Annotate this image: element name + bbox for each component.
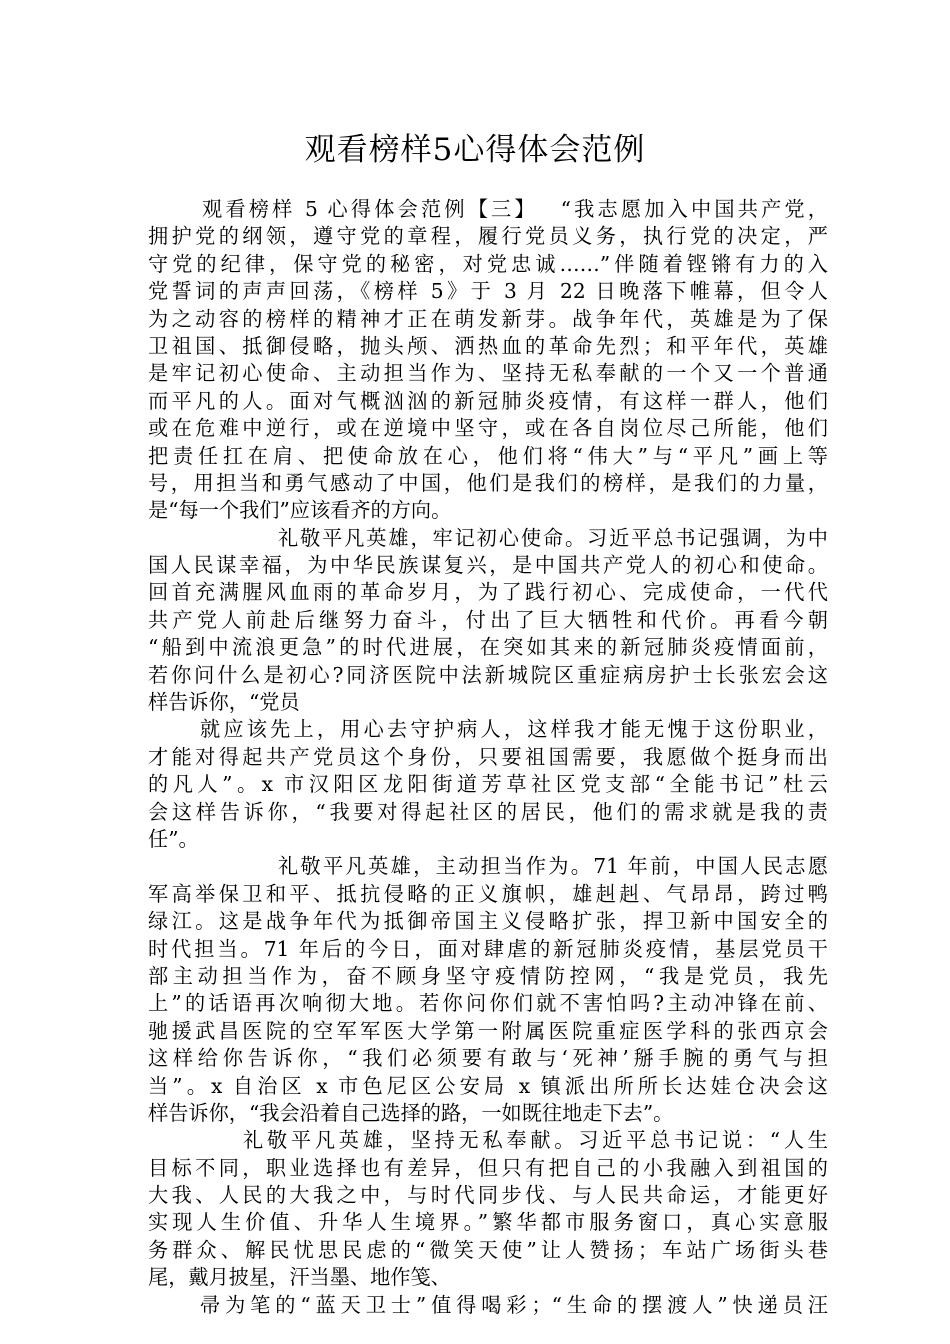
document-body [148, 196, 828, 1319]
text-line: 绿江。这是战争年代为抵御帝国主义侵略扩张，捍卫新中国安全的 [148, 909, 828, 934]
text-line: 军高举保卫和平、抵抗侵略的正义旗帜，雄赳赳、气昂昂，跨过鸭 [148, 881, 828, 906]
text-line: 务群众、解民忧思民虑的“微笑天使”让人赞扬；车站广场街头巷 [148, 1237, 828, 1262]
document-title: 观看榜样5心得体会范例 [304, 132, 646, 168]
text-line: 任”。 [148, 826, 199, 851]
text-line: 礼敬平凡英雄，牢记初心使命。习近平总书记强调，为中 [278, 525, 828, 550]
text-line: 实现人生价值、升华人生境界。”繁华都市服务窗口，真心实意服 [148, 1210, 828, 1235]
text-line: 就应该先上，用心去守护病人，这样我才能无愧于这份职业， [200, 717, 828, 742]
text-line: 党誓词的声声回荡，《榜样 5》于 3 月 22 日晚落下帷幕，但令人 [148, 279, 828, 304]
text-line: 国人民谋幸福，为中华民族谋复兴，是中国共产党人的初心和使命。 [148, 553, 828, 578]
text-line: 驰援武昌医院的空军军医大学第一附属医院重症医学科的张西京会 [148, 1018, 828, 1043]
text-line: 回首充满腥风血雨的革命岁月，为了践行初心、完成使命，一代代 [148, 580, 828, 605]
text-line: 会这样告诉你，“我要对得起社区的居民，他们的需求就是我的责 [148, 799, 828, 824]
text-line: 或在危难中逆行，或在逆境中坚守，或在各自岗位尽己所能，他们 [148, 416, 828, 441]
text-line: 是牢记初心使命、主动担当作为、坚持无私奉献的一个又一个普通 [148, 361, 828, 386]
text-line: 而平凡的人。面对气概汹汹的新冠肺炎疫情，有这样一群人，他们 [148, 388, 828, 413]
text-line: 是“每一个我们”应该看齐的方向。 [148, 498, 452, 523]
text-line: 当”。x 自治区 x 市色尼区公安局 x 镇派出所所长达娃仓决会这 [148, 1073, 828, 1098]
text-line: 才能对得起共产党员这个身份，只要祖国需要，我愿做个挺身而出 [148, 744, 828, 769]
text-line: 观看榜样 5 心得体会范例【三】 “我志愿加入中国共产党， [202, 197, 828, 221]
text-line: 上”的话语再次响彻大地。若你问你们就不害怕吗?主动冲锋在前、 [148, 991, 828, 1016]
text-line: 若你问什么是初心?同济医院中法新城院区重症病房护士长张宏会这 [148, 662, 828, 687]
text-line: 部主动担当作为，奋不顾身坚守疫情防控网，“我是党员，我先 [148, 963, 828, 988]
text-line: 目标不同，职业选择也有差异，但只有把自己的小我融入到祖国的 [148, 1155, 828, 1180]
text-line: 拥护党的纲领，遵守党的章程，履行党员义务，执行党的决定，严 [148, 224, 828, 249]
text-line: 共产党人前赴后继努力奋斗，付出了巨大牺牲和代价。再看今朝 [148, 607, 828, 632]
text-line: 卫祖国、抵御侵略，抛头颅、洒热血的革命先烈；和平年代，英雄 [148, 333, 828, 358]
text-line: 尾，戴月披星，汗当墨、地作笺、 [148, 1265, 451, 1290]
text-line: 帚为笔的“蓝天卫士”值得喝彩；“生命的摆渡人”快递员汪 [200, 1292, 828, 1317]
text-line: 这样给你告诉你，“我们必须要有敢与‘死神’掰手腕的勇气与担 [148, 1046, 828, 1071]
text-line: 时代担当。71 年后的今日，面对肆虐的新冠肺炎疫情，基层党员干 [148, 936, 828, 961]
text-line: 礼敬平凡英雄，坚持无私奉献。习近平总书记说：“人生 [243, 1128, 828, 1153]
text-line: 守党的纪律，保守党的秘密，对党忠诚……”伴随着铿锵有力的入 [148, 251, 828, 276]
text-line: 样告诉你，“党员 [148, 690, 300, 715]
text-line: 把责任扛在肩、把使命放在心，他们将“伟大”与“平凡”画上等 [148, 443, 828, 468]
text-line: 为之动容的榜样的精神才正在萌发新芽。战争年代，英雄是为了保 [148, 306, 828, 331]
text-line: 的凡人”。x 市汉阳区龙阳街道芳草社区党支部“全能书记”杜云 [148, 772, 828, 797]
text-line: 大我、人民的大我之中，与时代同步伐、与人民共命运，才能更好 [148, 1183, 828, 1208]
text-line: 礼敬平凡英雄，主动担当作为。71 年前，中国人民志愿 [278, 854, 828, 879]
text-line: 号，用担当和勇气感动了中国，他们是我们的榜样，是我们的力量， [148, 470, 828, 495]
text-line: 样告诉你，“我会沿着自己选择的路，一如既往地走下去”。 [148, 1100, 674, 1125]
text-line: “船到中流浪更急”的时代进展，在突如其来的新冠肺炎疫情面前， [148, 635, 828, 660]
